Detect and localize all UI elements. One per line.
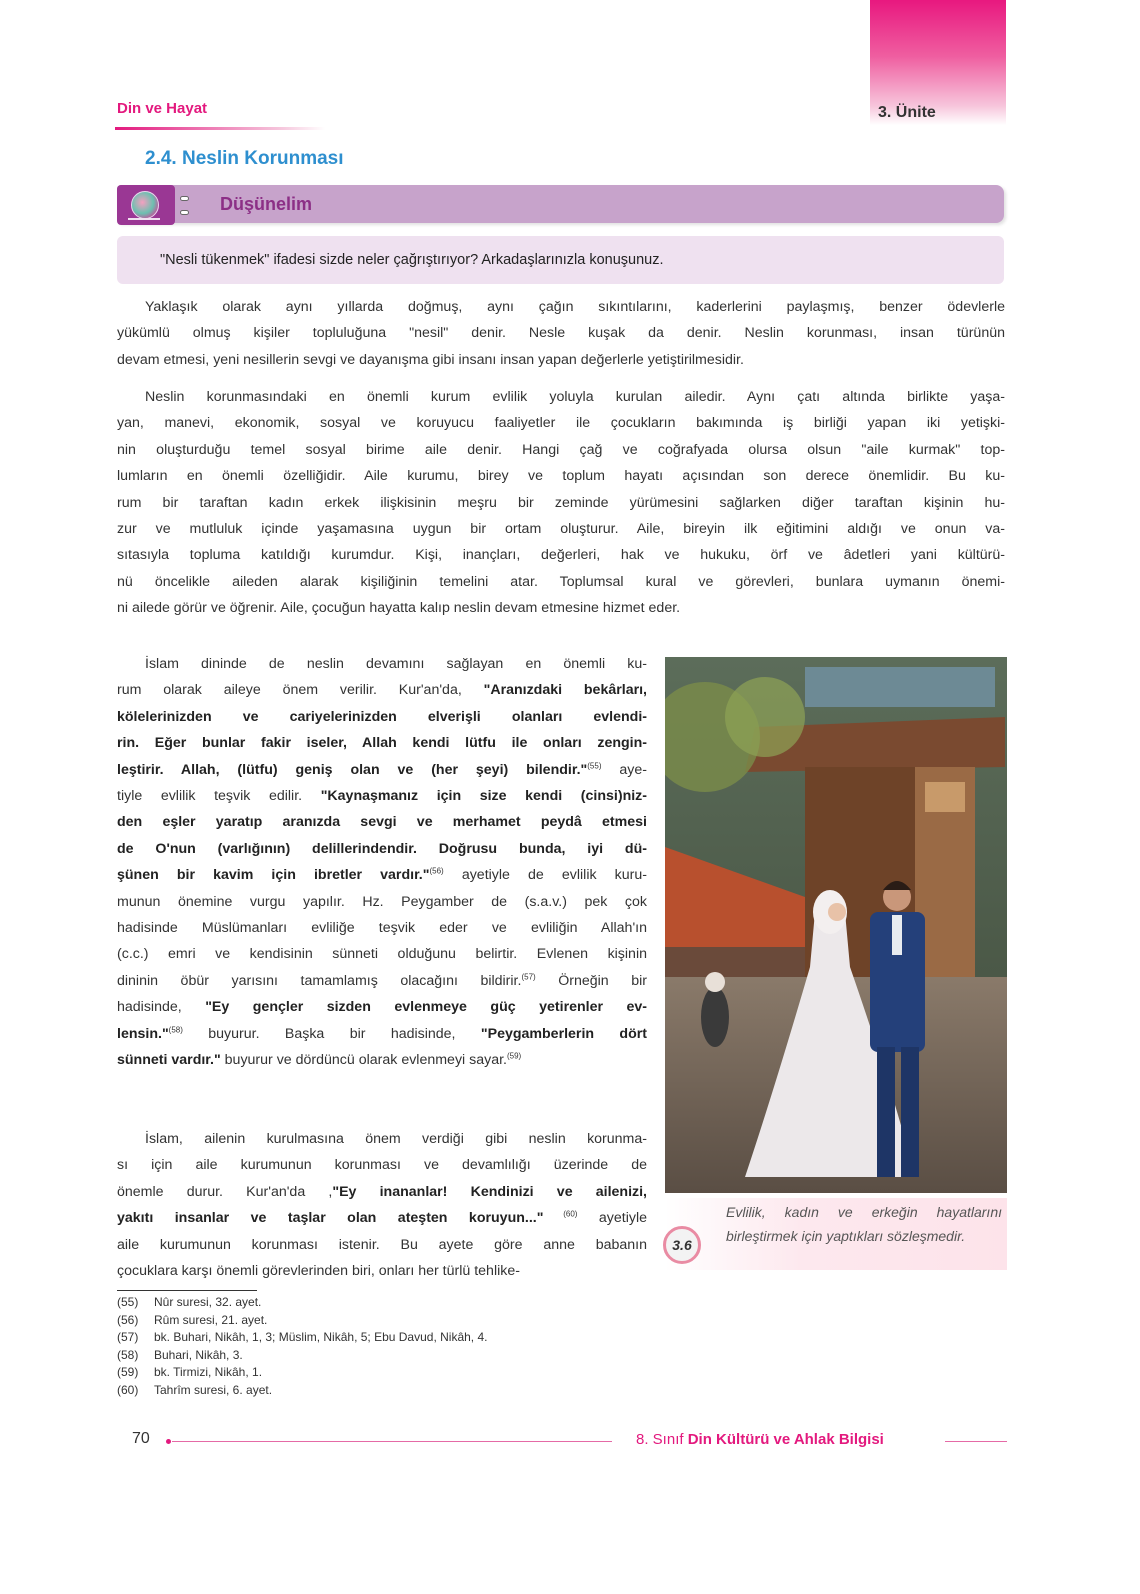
paragraph-2 bbox=[117, 384, 1005, 622]
text-line: önemle durur. Kur'an'da ,"Ey inananlar! Kendinizi ve ailenizi, bbox=[117, 1183, 648, 1200]
text-line: İslam, ailenin kurulmasına önem verdiği gibi neslin korunma- bbox=[145, 1131, 647, 1147]
footnote: (55) Nûr suresi, 32. ayet. bbox=[117, 1295, 262, 1309]
text-line: Neslin korunmasındaki en önemli kurum evlilik yoluyla kurulan ailedir. Aynı çatı altında birlikte yaşa- bbox=[145, 389, 1005, 405]
wedding-couple-image bbox=[665, 657, 1007, 1193]
book-title-text: Din Kültürü ve Ahlak Bilgisi bbox=[687, 1431, 884, 1448]
binder-ring-icon bbox=[180, 196, 189, 201]
text-line: sünneti vardır." buyurur ve dördüncü olarak evlenmeyi sayar.$^{(59)}$ bbox=[117, 1051, 522, 1069]
text-line: yakıtı insanlar ve taşlar olan ateşten koruyun..." $^{(60)}$ ayetiyle bbox=[117, 1209, 648, 1227]
unit-label: 3. Ünite bbox=[878, 104, 936, 121]
text-line: devam etmesi, yeni nesillerin sevgi ve dayanışma gibi insanı insan yapan değerlerle yetiştirilmesidir. bbox=[117, 351, 744, 368]
text-line: hadisinde, "Ey gençler sizden evlenmeye güç yetirenler ev- bbox=[117, 999, 648, 1016]
figure-photo bbox=[665, 657, 1007, 1193]
text-line: tiyle evlilik teşvik edilir. "Kaynaşmanız için size kendi (cinsi)niz- bbox=[117, 788, 647, 805]
paragraph-4 bbox=[117, 1126, 647, 1284]
book-title bbox=[636, 1431, 884, 1448]
think-box-title: Düşünelim bbox=[220, 194, 313, 214]
paragraph-1 bbox=[117, 294, 1005, 373]
running-head: Din ve Hayat bbox=[117, 100, 208, 117]
text-line: rum bir taraftan kadın erkek ilişkisinin meşru bir zeminde yürümesini sağlarken diğer taraftan kişinin hu- bbox=[117, 494, 1005, 511]
text-line: rin. Eğer bunlar fakir iseler, Allah kendi lütfu ile onları zengin- bbox=[117, 735, 647, 752]
binder-ring-icon bbox=[180, 210, 189, 215]
text-line: rum olarak aileye önem verilir. Kur'an'da, "Aranızdaki bekârları, bbox=[117, 682, 647, 699]
page-number: 70 bbox=[132, 1430, 150, 1447]
text-line: Yaklaşık olarak aynı yıllarda doğmuş, aynı çağın sıkıntılarını, kaderlerini paylaşmış, benzer ödevlerle bbox=[145, 299, 1005, 315]
footer-dot bbox=[166, 1439, 171, 1444]
text-line: nü öncelikle aileden alarak kişiliğinin temelini atar. Toplumsal kural ve görevleri, bunlara uymanın önemi- bbox=[117, 573, 1005, 590]
text-line: munun önemine vurgu yapılır. Hz. Peygamber de (s.a.v.) pek çok bbox=[117, 893, 647, 910]
paragraph-3 bbox=[117, 651, 647, 1074]
footnote-divider bbox=[117, 1290, 257, 1291]
footnotes bbox=[117, 1294, 487, 1399]
think-question: "Nesli tükenmek" ifadesi sizde neler çağrıştırıyor? Arkadaşlarınızla konuşunuz. bbox=[160, 252, 664, 268]
footnote: (58) Buhari, Nikâh, 3. bbox=[117, 1347, 243, 1362]
grade-label: 8. Sınıf bbox=[636, 1431, 684, 1448]
text-line: leştirir. Allah, (lütfu) geniş olan ve (her şeyi) bilendir."$^{(55)}$ aye- bbox=[117, 760, 647, 778]
text-line: dininin öbür yarısını tamamlamış olacağını bildirir.$^{(57)}$ Örneğin bir bbox=[117, 972, 647, 989]
footnote: (56) Rûm suresi, 21. ayet. bbox=[117, 1312, 268, 1327]
globe-reading-icon bbox=[117, 185, 175, 225]
text-line: lensin."$^{(58)}$ buyurur. Başka bir hadisinde, "Peygamberlerin dört bbox=[117, 1024, 647, 1042]
figure-number-badge: 3.6 bbox=[663, 1226, 701, 1264]
text-line: hadisinde Müslümanları evliliğe teşvik eder ve evliliğin Allah'ın bbox=[117, 920, 647, 937]
text-line: zur ve mutluluk içinde yaşamasına uygun bir ortam oluşturur. Aile, bireyin ilk eğitimini aldığı ve onun va- bbox=[117, 521, 1005, 538]
text-line: nin oluşturduğu temel sosyal birime aile denir. Hangi çağ ve coğrafyada olursa olsun "aile kurmak" top- bbox=[117, 441, 1005, 458]
header-divider bbox=[115, 127, 325, 130]
text-line: ni ailede görür ve öğrenir. Aile, çocuğun hayatta kalıp neslin devam etmesine hizmet eder. bbox=[117, 600, 681, 617]
text-line: de O'nun (varlığının) delillerindendir. Doğrusu bunda, iyi dü- bbox=[117, 840, 647, 857]
section-title: 2.4. Neslin Korunması bbox=[145, 148, 344, 169]
text-line: İslam dininde de neslin devamını sağlayan en önemli ku- bbox=[145, 656, 647, 672]
text-line: (c.c.) emri ve kendisinin sünneti olduğunu belirtir. Evlenen kişinin bbox=[117, 946, 647, 963]
text-line: yan, manevi, ekonomik, sosyal ve koruyucu faaliyetler ile çocukların bakımında iş birliği yapan iki yetişki- bbox=[117, 415, 1005, 432]
footnote: (59) bk. Tirmizi, Nikâh, 1. bbox=[117, 1365, 263, 1379]
text-line: sı için aile kurumunun korunması ve devamlılığı üzerinde de bbox=[117, 1157, 647, 1174]
text-line: yükümlü olmuş kişiler topluluğuna "nesil" denir. Nesle kuşak da denir. Neslin korunması, insan türünün bbox=[117, 325, 1005, 342]
text-line: lumların en önemli özelliğidir. Aile kurumu, birey ve toplum hayatı açısından son derece önemlidir. Bu ku- bbox=[117, 468, 1005, 485]
text-line: sıtasıyla topluma katıldığı kurumdur. Kişi, inançları, değerleri, hak ve hukuku, örf ve âdetleri yani kültürü- bbox=[117, 547, 1005, 564]
footer-rule bbox=[945, 1441, 1007, 1442]
footnote: (57) bk. Buhari, Nikâh, 1, 3; Müslim, Nikâh, 5; Ebu Davud, Nikâh, 4. bbox=[117, 1330, 488, 1344]
text-line: den eşler yaratıp aranızda sevgi ve merhamet peydâ etmesi bbox=[117, 814, 647, 831]
text-line: kölelerinizden ve cariyelerinizden elverişli olanları evlendi- bbox=[117, 708, 647, 725]
text-line: şünen bir kavim için ibretler vardır."$^{(56)}$ ayetiyle de evlilik kuru- bbox=[117, 866, 647, 884]
text-line: çocuklara karşı önemli görevlerinden biri, onları her türlü tehlike- bbox=[117, 1263, 520, 1280]
figure-caption: Evlilik, kadın ve erkeğin hayatlarını birleştirmek için yaptıkları sözleşmedir. bbox=[726, 1204, 1002, 1244]
text-line: aile kurumunun korunması istenir. Bu ayete göre anne babanın bbox=[117, 1236, 647, 1253]
footnote: (60) Tahrîm suresi, 6. ayet. bbox=[117, 1382, 273, 1397]
footer-rule bbox=[172, 1441, 612, 1442]
